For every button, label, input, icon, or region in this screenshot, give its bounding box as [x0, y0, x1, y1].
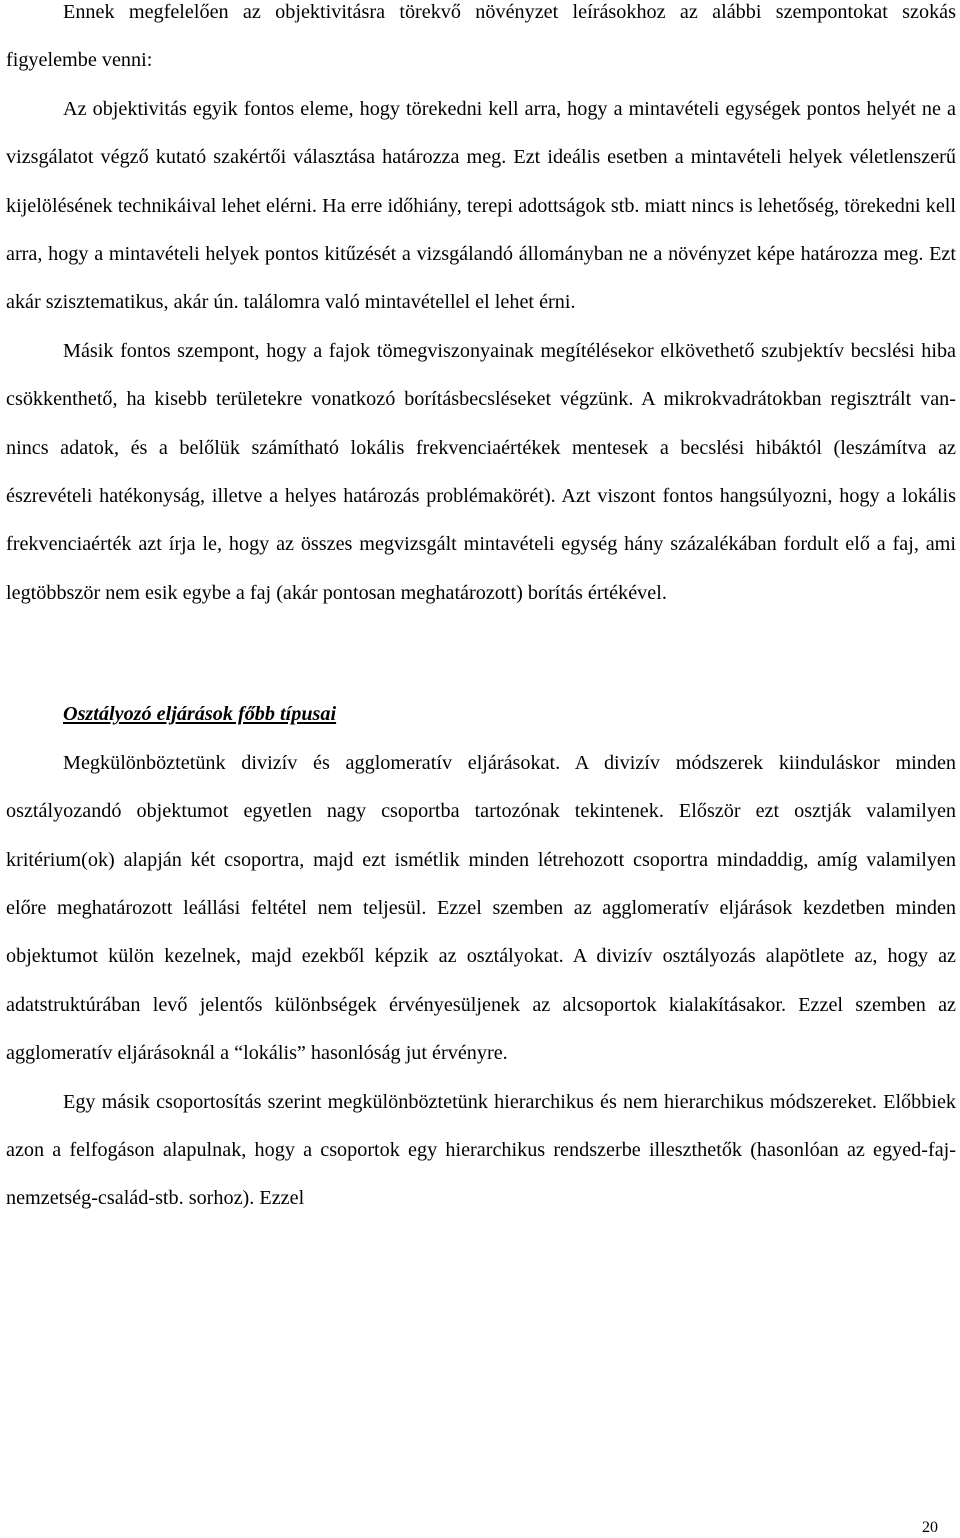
page-number: 20 — [922, 1519, 938, 1536]
paragraph-objectivity: Az objektivitás egyik fontos eleme, hogy törekedni kell arra, hogy a mintavételi egységek pontos helyét ne a vizsgálatot végző kutató szakértői választása határozza meg. Ezt ideális esetben a mintavételi helyek véletlenszerű kijelölésének technikáival lehet elérni. Ha erre időhiány, terepi adottságok stb. miatt nincs is lehetőség, törekedni kell arra, hogy a mintavételi helyek pontos kitűzését a vizsgálandó állományban ne a növényzet képe határozza meg. Ezt akár szisztematikus, akár ún. találomra való mintavétellel el lehet érni. — [6, 97, 956, 314]
document-page — [6, 0, 956, 1223]
paragraph-intro: Ennek megfelelően az objektivitásra törekvő növényzet leírásokhoz az alábbi szempontokat szokás figyelembe venni: — [6, 1, 956, 72]
paragraph-divisive-agglomerative: Megkülönböztetünk divizív és agglomeratív eljárásokat. A divizív módszerek kiinduláskor minden osztályozandó objektumot egyetlen nagy csoportba tartozónak tekintenek. Először ezt osztják valamilyen kritérium(ok) alapján két csoportra, majd ezt ismétlik minden létrehozott csoportra mindaddig, amíg valamilyen előre meghatározott leállási feltétel nem teljesül. Ezzel szemben az agglomeratív eljárások kezdetben minden objektumot külön kezelnek, majd ezekből képzik az osztályokat. A divizív osztályozás alapötlete az, hogy az adatstruktúrában levő jelentős különbségek érvényesüljenek az alcsoportok kialakításakor. Ezzel szemben az agglomeratív eljárásoknál a “lokális” hasonlóság jut érvényre. — [6, 751, 956, 1065]
paragraph-frequency: Másik fontos szempont, hogy a fajok tömegviszonyainak megítélésekor elkövethető szubjektív becslési hiba csökkenthető, ha kisebb területekre vonatkozó borításbecsléseket végzünk. A mikrokvadrátokban regisztrált van-nincs adatok, és a belőlük számítható lokális frekvenciaértékek mentesek a becslési hibáktól (leszámítva az észrevételi hatékonyság, illetve a helyes határozás problémakörét). Azt viszont fontos hangsúlyozni, hogy a lokális frekvenciaérték azt írja le, hogy az összes megvizsgált mintavételi egység hány százalékában fordult elő a faj, ami legtöbbször nem esik egybe a faj (akár pontosan meghatározott) borítás értékével. — [6, 339, 956, 604]
paragraph-hierarchical: Egy másik csoportosítás szerint megkülönböztetünk hierarchikus és nem hierarchikus módszereket. Előbbiek azon a felfogáson alapulnak, hogy a csoportok egy hierarchikus rendszerbe illeszthetők (hasonlóan az egyed-faj-nemzetség-család-stb. sorhoz). Ezzel — [6, 1090, 956, 1210]
section-heading: Osztályozó eljárások főbb típusai — [63, 703, 337, 726]
